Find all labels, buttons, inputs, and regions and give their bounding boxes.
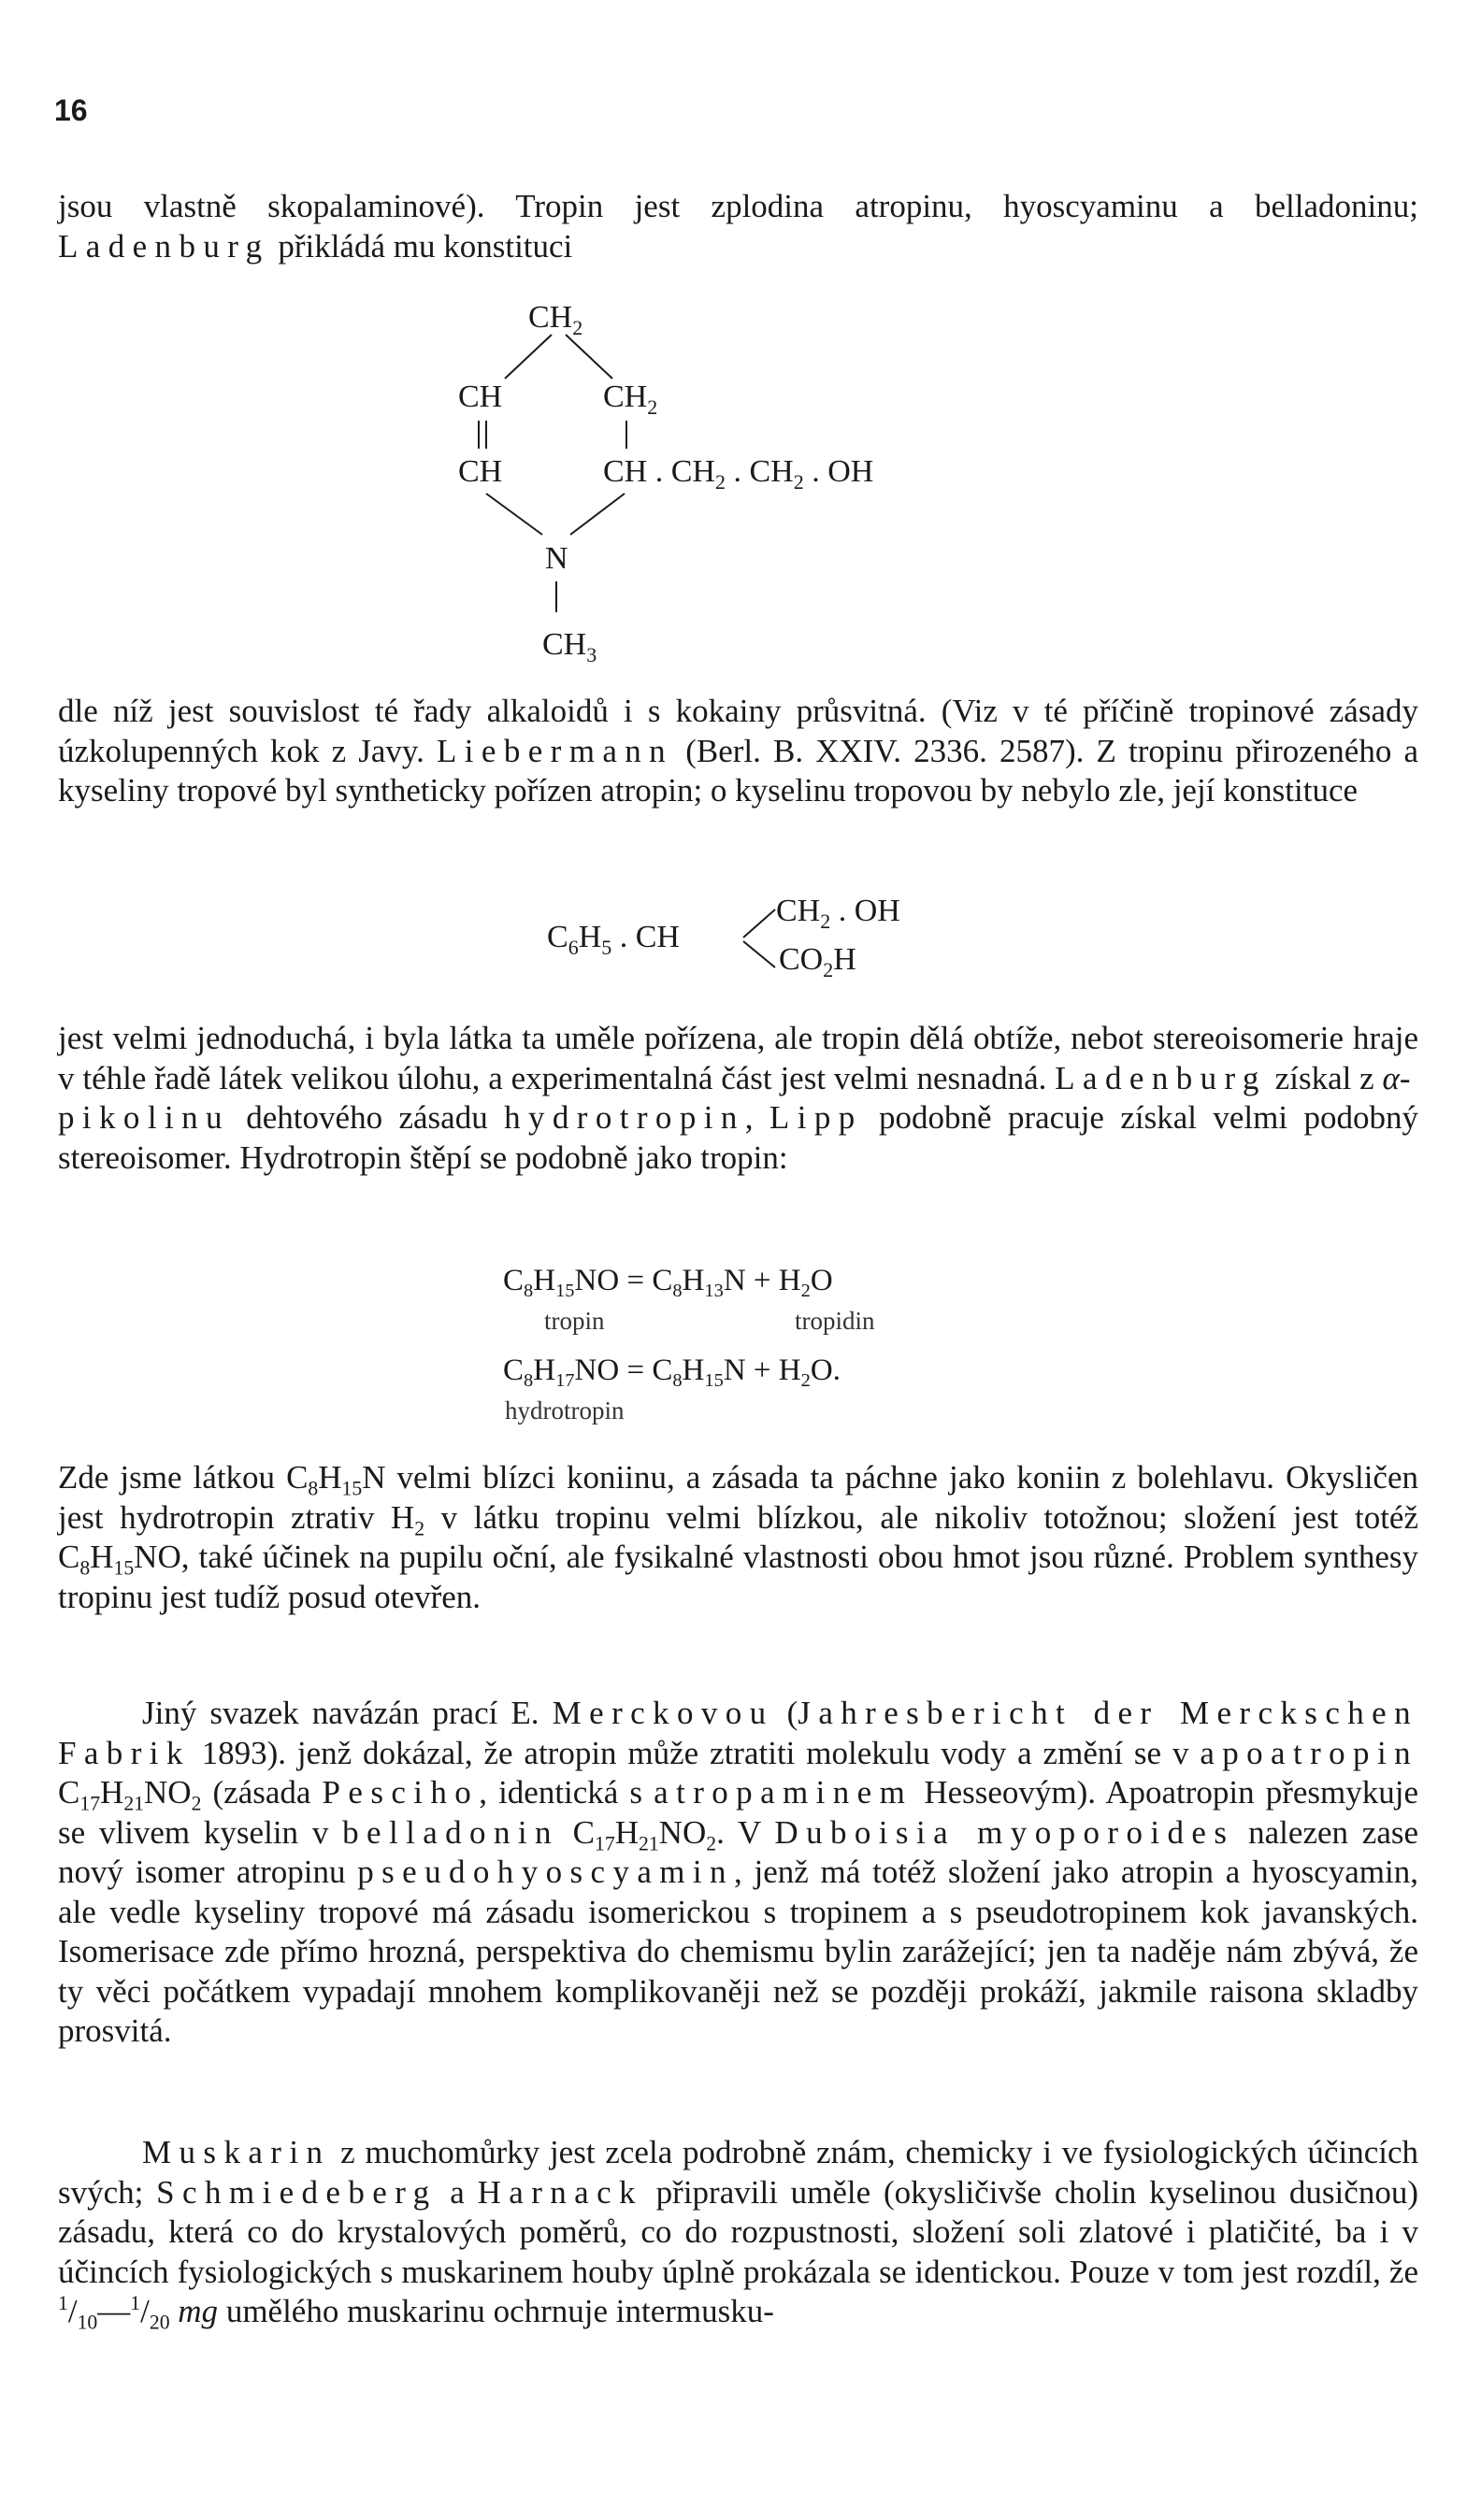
atom-ch-left-lower: CH bbox=[458, 454, 503, 489]
atom-nitrogen: N bbox=[545, 541, 568, 576]
paragraph-6: Muskarin z muchomůrky jest zcela podrobně znám, chemicky i ve fysiologických účincích svých; Schmiedeberg a Harnack připravili uměle (okysličivše cholin kyselinou dusičnou) zásadu, která co do krystalových poměrů, co do rozpustnosti, složení soli zlatové i platičité, ba i v účincích fysiologických s muskarinem houby úplně prokázala se identickou. Pouze v tom jest rozdíl, že $^1/_{10}—^1/_{20}$ mg umělého muskarinu ochrnuje intermusku- bbox=[58, 2134, 1418, 2334]
formula-lower: $CO_2H$ bbox=[779, 942, 856, 981]
emphasized-term: apoatropin bbox=[1200, 1734, 1418, 1771]
tropine-structure-diagram bbox=[374, 290, 1085, 682]
paragraph-2 bbox=[58, 692, 1418, 811]
bond bbox=[570, 494, 625, 535]
text-run: dle níž jest souvislost té řady alkaloidů i s kokainy průsvitná. (Viz v té příčině tropinové zásady úzkolupenných kok z Javy. bbox=[58, 693, 1418, 769]
greek-alpha: α bbox=[1382, 1059, 1400, 1096]
equation-2: $C_8H_{17}NO = C_8H_{15}N + H_2O$. bbox=[503, 1353, 841, 1392]
author-name: Schmiedeberg bbox=[156, 2173, 438, 2211]
atom-ch2-right-upper: $CH_2$ bbox=[603, 379, 658, 419]
author-name: Merckovou bbox=[552, 1695, 774, 1731]
text-run: získal z bbox=[1266, 1059, 1383, 1096]
page-number: 16 bbox=[54, 93, 88, 127]
author-name: Ladenburg bbox=[58, 227, 270, 265]
unit-mg: mg bbox=[169, 2293, 219, 2329]
label-tropin: tropin bbox=[544, 1307, 605, 1335]
bond bbox=[743, 909, 775, 938]
atom-ch2-top: $CH_2$ bbox=[528, 300, 583, 339]
text-run: dehtového zásadu bbox=[229, 1099, 505, 1136]
text-run: přikládá mu konstituci bbox=[269, 227, 573, 265]
emphasized-term: Jahresbericht der Merckschen Fabrik bbox=[58, 1695, 1418, 1771]
text-run: (Berl. B. XXIV. 2336. 2587). Z tropinu přirozeného a kyseliny tropové byl syntheticky pořízen atropin; o kyselinu tropovou by nebylo zle, její konstituce bbox=[58, 732, 1418, 809]
emphasized-term: Muskarin bbox=[142, 2134, 331, 2170]
formula-upper: $CH_2$ . OH bbox=[776, 894, 900, 933]
formula-left: $C_6H_5$ . CH bbox=[547, 920, 680, 959]
author-name: Lipp bbox=[769, 1099, 863, 1136]
emphasized-term: pseudohyoscyamin bbox=[357, 1854, 734, 1890]
bond bbox=[486, 494, 542, 535]
emphasized-term: belladonin bbox=[342, 1813, 559, 1851]
bond bbox=[743, 941, 775, 967]
author-name: Harnack bbox=[477, 2173, 643, 2211]
author-name: Ladenburg bbox=[1055, 1059, 1267, 1096]
author-name: Liebermann bbox=[437, 732, 674, 769]
bond bbox=[566, 335, 612, 379]
equation-1: $C_8H_{15}NO = C_8H_{13}N + H_2O$ bbox=[503, 1264, 833, 1302]
paragraph-5: Jiný svazek navázán prací E. Merckovou (Jahresbericht der Merckschen Fabrik 1893). jenž dokázal, že atropin může ztratiti molekulu vody a změní se v apoatropin $C_{17}H_{21}NO_2$ (zásada Pesciho, identická s atropaminem Hesseovým). Apoatropin přesmykuje se vlivem kyselin v belladonin $C_{17}H_{21}NO_2$. V Duboisia myoporoides nalezen zase nový isomer atropinu pseudohyoscyamin, jenž má totéž složení jako atropin a hyoscyamin, ale vedle kyseliny tropové má zásadu isomerickou s tropinem a s pseudotropinem kok javanských. Isomerisace zde přímo hrozná, perspektiva do chemismu bylin zarážející; jen ta naděje nám zbývá, že ty věci počátkem vypadají mnohem komplikovaněji než se později prokáží, jakmile raisona skladby prosvitá. bbox=[58, 1695, 1419, 2049]
atom-methyl: $CH_3$ bbox=[542, 627, 597, 666]
author-name: Pesciho bbox=[322, 1774, 480, 1811]
text-run: jest velmi jednoduchá, i byla látka ta uměle pořízena, ale tropin dělá obtíže, nebot stereoisomerie hraje v téhle řadě látek velikou úlohu, a experimentalná část jest velmi nesnadná. bbox=[58, 1020, 1418, 1096]
text-run: , bbox=[744, 1099, 769, 1136]
tropic-acid-formula bbox=[547, 893, 940, 995]
emphasized-term: Duboisia myoporoides bbox=[774, 1813, 1235, 1851]
text-run: jsou vlastně skopalaminové). Tropin jest zplodina atropinu, hyoscyaminu a belladoninu; bbox=[58, 188, 1418, 224]
emphasized-term: hydrotropin bbox=[504, 1099, 745, 1136]
label-tropidin: tropidin bbox=[795, 1307, 875, 1335]
label-hydrotropin: hydrotropin bbox=[505, 1396, 625, 1425]
paragraph-3 bbox=[58, 1019, 1418, 1178]
emphasized-term: - pikolinu bbox=[58, 1059, 1418, 1136]
paragraph-4: Zde jsme látkou $C_8H_{15}N$ velmi blízci koniinu, a zásada ta páchne jako koniin z bolehlavu. Okysličen jest hydrotropin ztrativ $H_2$ v látku tropinu velmi blízkou, ale nikoliv totožnou; složení jest totéž $C_8H_{15}NO$, také účinek na pupilu oční, ale fysikalné vlastnosti obou hmot jsou různé. Problem synthesy tropinu jest tudíž posud otevřen. bbox=[58, 1459, 1418, 1615]
atom-ch-right-lower: CH . $CH_2$ . $CH_2$ . OH bbox=[603, 454, 874, 494]
atom-ch-left-upper: CH bbox=[458, 379, 503, 414]
bond bbox=[505, 335, 552, 379]
emphasized-term: atropaminem bbox=[654, 1774, 913, 1811]
text-run: podobně pracuje získal velmi podobný stereoisomer. Hydrotropin štěpí se podobně jako tropin: bbox=[58, 1099, 1418, 1176]
paragraph-1 bbox=[58, 187, 1418, 266]
